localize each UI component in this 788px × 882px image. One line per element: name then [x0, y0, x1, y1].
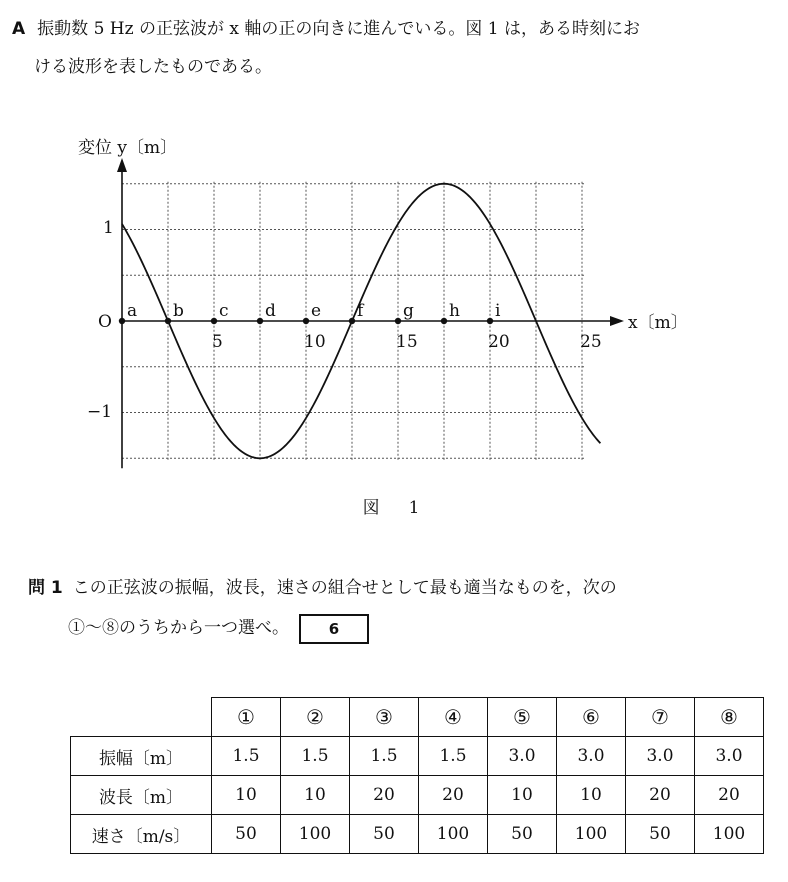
- point-label-c: c: [219, 301, 229, 321]
- table-cell: 20: [695, 776, 764, 815]
- choice-6-label[interactable]: ⑥: [557, 698, 626, 737]
- point-label-e: e: [311, 301, 322, 321]
- table-cell: 3.0: [695, 737, 764, 776]
- row-label-wavelength: 波長〔m〕: [71, 776, 212, 815]
- table-cell: 20: [350, 776, 419, 815]
- row-label-amplitude: 振幅〔m〕: [71, 737, 212, 776]
- table-cell: 10: [281, 776, 350, 815]
- point-label-a: a: [127, 301, 138, 321]
- x-axis-label: x〔m〕: [628, 313, 688, 333]
- intro-line-1: [12, 10, 782, 48]
- intro-line-2: ける波形を表したものである。: [34, 57, 272, 77]
- table-cell: 10: [557, 776, 626, 815]
- question-label: 問 1: [28, 578, 63, 598]
- choice-2-label[interactable]: ②: [281, 698, 350, 737]
- table-corner: [71, 698, 212, 737]
- choice-8-label[interactable]: ⑧: [695, 698, 764, 737]
- question-text-1: この正弦波の振幅，波長，速さの組合せとして最も適当なものを，次の: [72, 578, 617, 598]
- choice-3-label[interactable]: ③: [350, 698, 419, 737]
- x-axis-arrow: [610, 316, 624, 326]
- point-label-i: i: [495, 301, 501, 321]
- choice-5-label[interactable]: ⑤: [488, 698, 557, 737]
- table-cell: 50: [212, 815, 281, 854]
- point-label-h: h: [449, 301, 460, 321]
- table-cell: 3.0: [557, 737, 626, 776]
- section-label: A: [12, 19, 26, 39]
- point-label-b: b: [173, 301, 184, 321]
- table-cell: 100: [695, 815, 764, 854]
- choice-4-label[interactable]: ④: [419, 698, 488, 737]
- row-label-speed: 速さ〔m/s〕: [71, 815, 212, 854]
- answer-box[interactable]: 6: [299, 614, 369, 644]
- point-b-dot: [165, 318, 171, 324]
- table-cell: 100: [281, 815, 350, 854]
- point-a-dot: [119, 318, 125, 324]
- x-tick-label: 5: [212, 332, 223, 352]
- point-label-f: f: [357, 301, 364, 321]
- question-text-2: ①～⑧のうちから一つ選べ。: [68, 618, 289, 638]
- y-axis-arrow: [117, 158, 127, 172]
- axes: [117, 158, 624, 468]
- table-cell: 1.5: [419, 737, 488, 776]
- table-row-amplitude: [71, 737, 764, 776]
- table-cell: 20: [626, 776, 695, 815]
- table-cell: 1.5: [350, 737, 419, 776]
- choice-header-row: [71, 698, 764, 737]
- table-cell: 10: [212, 776, 281, 815]
- point-e-dot: [303, 318, 309, 324]
- x-tick-label: 25: [580, 332, 602, 352]
- y-tick-minus1: −1: [87, 402, 113, 422]
- table-cell: 100: [419, 815, 488, 854]
- origin-label: O: [98, 312, 112, 332]
- choice-1-label[interactable]: ①: [212, 698, 281, 737]
- point-g-dot: [395, 318, 401, 324]
- point-c-dot: [211, 318, 217, 324]
- table-cell: 50: [350, 815, 419, 854]
- point-d-dot: [257, 318, 263, 324]
- table-cell: 100: [557, 815, 626, 854]
- table-row-speed: [71, 815, 764, 854]
- point-label-d: d: [265, 301, 276, 321]
- question-line-1: [28, 568, 778, 608]
- table-cell: 3.0: [488, 737, 557, 776]
- table-row-wavelength: [71, 776, 764, 815]
- question-1: [28, 568, 778, 648]
- choice-7-label[interactable]: ⑦: [626, 698, 695, 737]
- table-cell: 20: [419, 776, 488, 815]
- question-line-2: [28, 608, 778, 648]
- intro-text-1: 振動数 5 Hz の正弦波が x 軸の正の向きに進んでいる。図 1 は，ある時刻にお: [37, 19, 640, 39]
- point-i-dot: [487, 318, 493, 324]
- x-tick-label: 20: [488, 332, 510, 352]
- y-axis-label: 変位 y〔m〕: [78, 138, 178, 158]
- point-f-dot: [349, 318, 355, 324]
- x-tick-label: 10: [304, 332, 326, 352]
- problem-intro: [12, 10, 782, 86]
- table-cell: 1.5: [281, 737, 350, 776]
- table-cell: 10: [488, 776, 557, 815]
- x-tick-label: 15: [396, 332, 418, 352]
- table-cell: 50: [488, 815, 557, 854]
- y-tick-1: 1: [103, 218, 114, 238]
- figure-caption: 図 1: [362, 498, 426, 518]
- point-h-dot: [441, 318, 447, 324]
- table-cell: 50: [626, 815, 695, 854]
- wave-graph: [0, 120, 788, 480]
- table-cell: 1.5: [212, 737, 281, 776]
- table-cell: 3.0: [626, 737, 695, 776]
- choices-table: [70, 697, 764, 854]
- point-label-g: g: [403, 301, 414, 321]
